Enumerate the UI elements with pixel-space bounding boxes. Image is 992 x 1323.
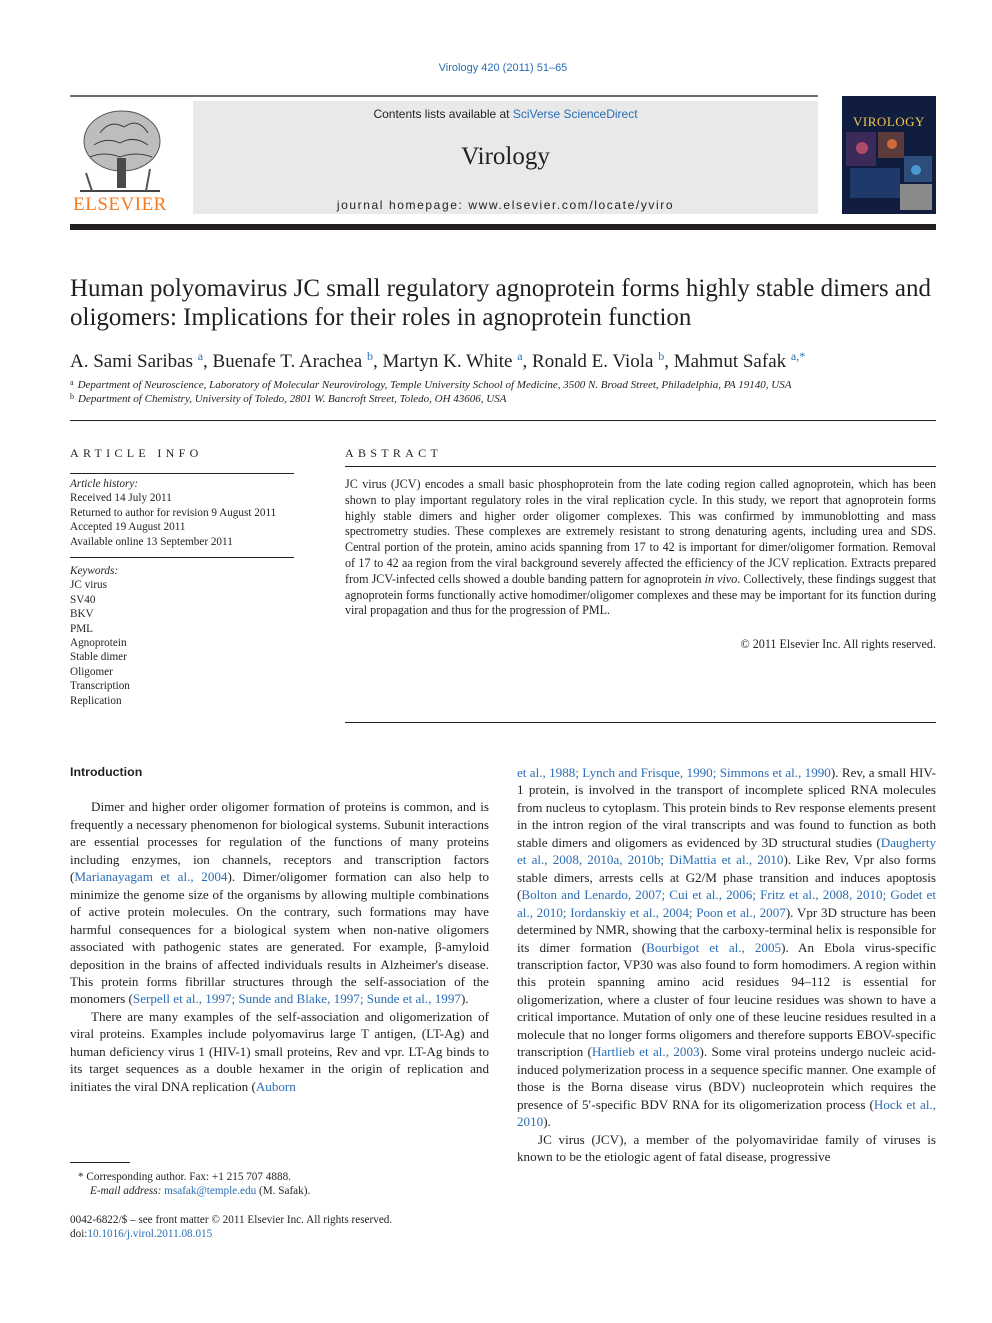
- intro-paragraph-2-cont: et al., 1988; Lynch and Frisque, 1990; Simmons et al., 1990). Rev, a small HIV-1 protein, is involved in the transport of incomplete spliced RNA molecules from nucleus to cytoplasm. This protein binds to Rev response elements present in the intron region of the viral transcripts and was found to function as both stable dimers and oligomers as evidenced by 3D structural studies (Daugherty et al., 2008, 2010a, 2010b; DiMattia et al., 2010). Like Rev, Vpr also forms stable dimers, arrests cells at G2/M phase transition and induces apoptosis (Bolton and Lenardo, 2007; Cui et al., 2006; Fritz et al., 2008, 2010; Godet et al., 2010; Iordanskiy et al., 2004; Poon et al., 2007). Vpr 3D structure has been determined by NMR, showing that the carboxy-terminal helix is responsible for its dimer formation (Bourbigot et al., 2005). An Ebola virus-specific transcription factor, VP30 was also found to form homodimers. A region within this protein spanning amino acid residues 94–112 is essential for oligomerization, where a cluster of four leucine residues was shown to have a critical importance. Mutation of only one of these leucine residues resulted in a molecule that no longer forms oligomers and therefore supports EBOV-specific transcription (Hartlieb et al., 2003). Some viral proteins undergo nucleic acid-induced polymerization process in a sequence specific manner. One example of those is the Borna disease virus (BDV) nucleoprotein which requires the presence of 5′-specific BDV RNA for its oligomerization process (Hock et al., 2010).: [517, 765, 937, 1130]
- affiliation-marker[interactable]: b: [658, 349, 665, 363]
- affiliation-marker[interactable]: a: [517, 349, 523, 363]
- affiliation-b: $^b$ Department of Chemistry, University of Toledo, 2801 W. Bancroft Street, Toledo, OH 43606, USA: [70, 392, 507, 405]
- affiliation-rule: [70, 420, 936, 421]
- citation-link[interactable]: Bolton and Lenardo, 2007; Cui et al., 2006; Fritz et al., 2008, 2010; Godet et al., 2010; Iordanskiy et al., 2004; Poon et al., 2007: [517, 887, 936, 920]
- journal-header-box: [193, 101, 818, 214]
- body-column-right: [517, 764, 936, 1165]
- keywords-list: [70, 564, 294, 708]
- article-title: Human polyomavirus JC small regulatory agnoprotein forms highly stable dimers and oligomers: Implications for their roles in agnoprotein function: [70, 275, 931, 331]
- intro-paragraph-1: Dimer and higher order oligomer formation of proteins is common, and is frequently a necessary phenomenon for biological systems. Subunit interactions are essential processes for regulation of the functions of many proteins including enzymes, ion channels, receptors and transcription factors (Marianayagam et al., 2004). Dimer/oligomer formation can also help to minimize the genome size of the organisms by allowing multiple combinations of active protein molecules. On the contrary, such formations may have harmful consequences for a biological system when non-native oligomers associated with pathogenic states are generated. For example, β-amyloid deposition in the brains of affected individuals results in Alzheimer's disease. This protein forms fibrillar structures through the self-association of the monomers (Serpell et al., 1997; Sunde and Blake, 1997; Sunde et al., 1997).: [70, 799, 489, 1007]
- journal-name: Virology: [461, 143, 550, 170]
- abstract-bottom-rule: [345, 722, 936, 723]
- citation-link[interactable]: Daugherty et al., 2008, 2010a, 2010b; DiMattia et al., 2010: [517, 834, 936, 868]
- keyword: JC virus: [70, 579, 107, 592]
- corresponding-author-footnote: * Corresponding author. Fax: +1 215 707 4888. E-mail address: msafak@temple.edu (M. Safak).: [78, 1171, 311, 1198]
- publisher-logo-text[interactable]: ELSEVIER: [73, 194, 167, 215]
- intro-paragraph-3: JC virus (JCV), a member of the polyomaviridae family of viruses is known to be the etiologic agent of fatal disease, progressive: [517, 1131, 936, 1164]
- history-label: Article history:: [70, 478, 139, 490]
- history-received: Received 14 July 2011: [70, 492, 172, 505]
- footnote-rule: [70, 1162, 130, 1163]
- keywords-label: Keywords:: [70, 565, 119, 577]
- affiliation-marker[interactable]: a: [197, 349, 204, 363]
- affiliation-marker[interactable]: a,*: [790, 349, 806, 363]
- contents-line: Contents lists available at SciVerse ScienceDirect: [373, 107, 638, 121]
- keyword: PML: [70, 622, 94, 635]
- keyword: Oligomer: [70, 665, 113, 678]
- affiliation-marker[interactable]: b: [366, 349, 373, 363]
- article-info-rule: [70, 473, 294, 474]
- front-matter: 0042-6822/$ – see front matter © 2011 Elsevier Inc. All rights reserved. doi:10.1016/j.virol.2011.08.015: [70, 1213, 510, 1242]
- citation-link[interactable]: Serpell et al., 1997; Sunde and Blake, 1997; Sunde et al., 1997: [132, 991, 461, 1007]
- cover-title: VIROLOGY: [853, 114, 925, 129]
- introduction-heading: Introduction: [70, 765, 143, 779]
- history-online: Available online 13 September 2011: [70, 535, 233, 548]
- history-revision: Returned to author for revision 9 August 2011: [70, 506, 277, 519]
- article-info-heading: ARTICLE INFO: [70, 446, 203, 460]
- keyword: Stable dimer: [70, 651, 127, 664]
- keywords-rule: [70, 557, 294, 558]
- author-name[interactable]: Martyn K. White: [382, 351, 513, 372]
- article-history: [70, 477, 294, 549]
- citation-link[interactable]: Bourbigot et al., 2005: [646, 939, 782, 955]
- journal-cover-image[interactable]: [842, 96, 936, 214]
- keyword: SV40: [70, 593, 96, 606]
- author-name[interactable]: Mahmut Safak: [673, 351, 787, 372]
- doi-link[interactable]: 10.1016/j.virol.2011.08.015: [87, 1228, 213, 1241]
- email-link[interactable]: msafak@temple.edu: [164, 1185, 257, 1198]
- citation-link[interactable]: Auborn: [255, 1078, 296, 1094]
- sciencedirect-link[interactable]: SciVerse ScienceDirect: [512, 107, 638, 121]
- author-name[interactable]: A. Sami Saribas: [70, 351, 193, 372]
- keyword: BKV: [70, 608, 94, 621]
- citation-link[interactable]: Hock et al., 2010: [517, 1096, 937, 1130]
- abstract-heading: ABSTRACT: [345, 446, 443, 460]
- affiliation-a: $^a$ Department of Neuroscience, Laboratory of Molecular Neurovirology, Temple University School of Medicine, 3500 N. Broad Street, Philadelphia, PA 19140, USA: [70, 378, 792, 391]
- journal-citation[interactable]: Virology 420 (2011) 51–65: [438, 62, 568, 74]
- copyright-notice: © 2011 Elsevier Inc. All rights reserved.: [740, 637, 936, 651]
- keyword: Agnoprotein: [70, 637, 127, 650]
- author-list: A. Sami Saribas $^a$, Buenafe T. Arachea $^b$, Martyn K. White $^a$, Ronald E. Viola $^b$, Mahmut Safak $^{a,*}$: [70, 349, 806, 372]
- citation-link[interactable]: Hartlieb et al., 2003: [591, 1044, 700, 1060]
- issn-line: 0042-6822/$ – see front matter © 2011 Elsevier Inc. All rights reserved.: [70, 1214, 393, 1226]
- author-name[interactable]: Ronald E. Viola: [532, 351, 654, 372]
- intro-paragraph-2: There are many examples of the self-association and oligomerization of viral proteins. Examples include polyomavirus large T antigen, (LT-Ag) and human deficiency virus 1 (HIV-1) small proteins, Rev and vpr. LT-Ag binds to its target sequences as a double hexamer in the origin of replication and initiates the viral DNA replication (Auborn: [70, 1008, 489, 1094]
- keyword: Transcription: [70, 680, 130, 693]
- citation-link[interactable]: Marianayagam et al., 2004: [74, 869, 228, 885]
- author-name[interactable]: Buenafe T. Arachea: [212, 351, 363, 372]
- abstract-text: JC virus (JCV) encodes a small basic phosphoprotein from the late coding region called agnoprotein, which has been shown to play important regulatory roles in the viral replication cycle. In this study, we report that agnoprotein forms highly stable dimers and higher order oligomer complexes. This was confirmed by immunoblotting and mass spectrometry studies. These complexes are extremely resistant to strong denaturing agents, including urea and SDS. Central portion of the protein, amino acids spanning from 17 to 42 is important for dimer/oligomer formation. Removal of 17 to 42 aa region from the viral background severely affected the efficiency of the JCV replication. Extracts prepared from JCV-infected cells showed a double banding pattern for agnoprotein in vivo. Collectively, these findings suggest that agnoprotein forms functionally active homodimer/oligomer complexes and these may be important for its function during viral propagation and thus for the progression of PML.: [345, 477, 936, 618]
- keyword: Replication: [70, 694, 122, 707]
- body-column-left: [70, 764, 489, 1095]
- citation-link[interactable]: et al., 1988; Lynch and Frisque, 1990; Simmons et al., 1990: [517, 765, 831, 780]
- header-thick-rule: [70, 224, 936, 230]
- header-top-rule: [70, 95, 818, 97]
- abstract-rule: [345, 466, 936, 467]
- history-accepted: Accepted 19 August 2011: [70, 521, 186, 534]
- journal-homepage[interactable]: journal homepage: www.elsevier.com/locate/yviro: [336, 198, 675, 212]
